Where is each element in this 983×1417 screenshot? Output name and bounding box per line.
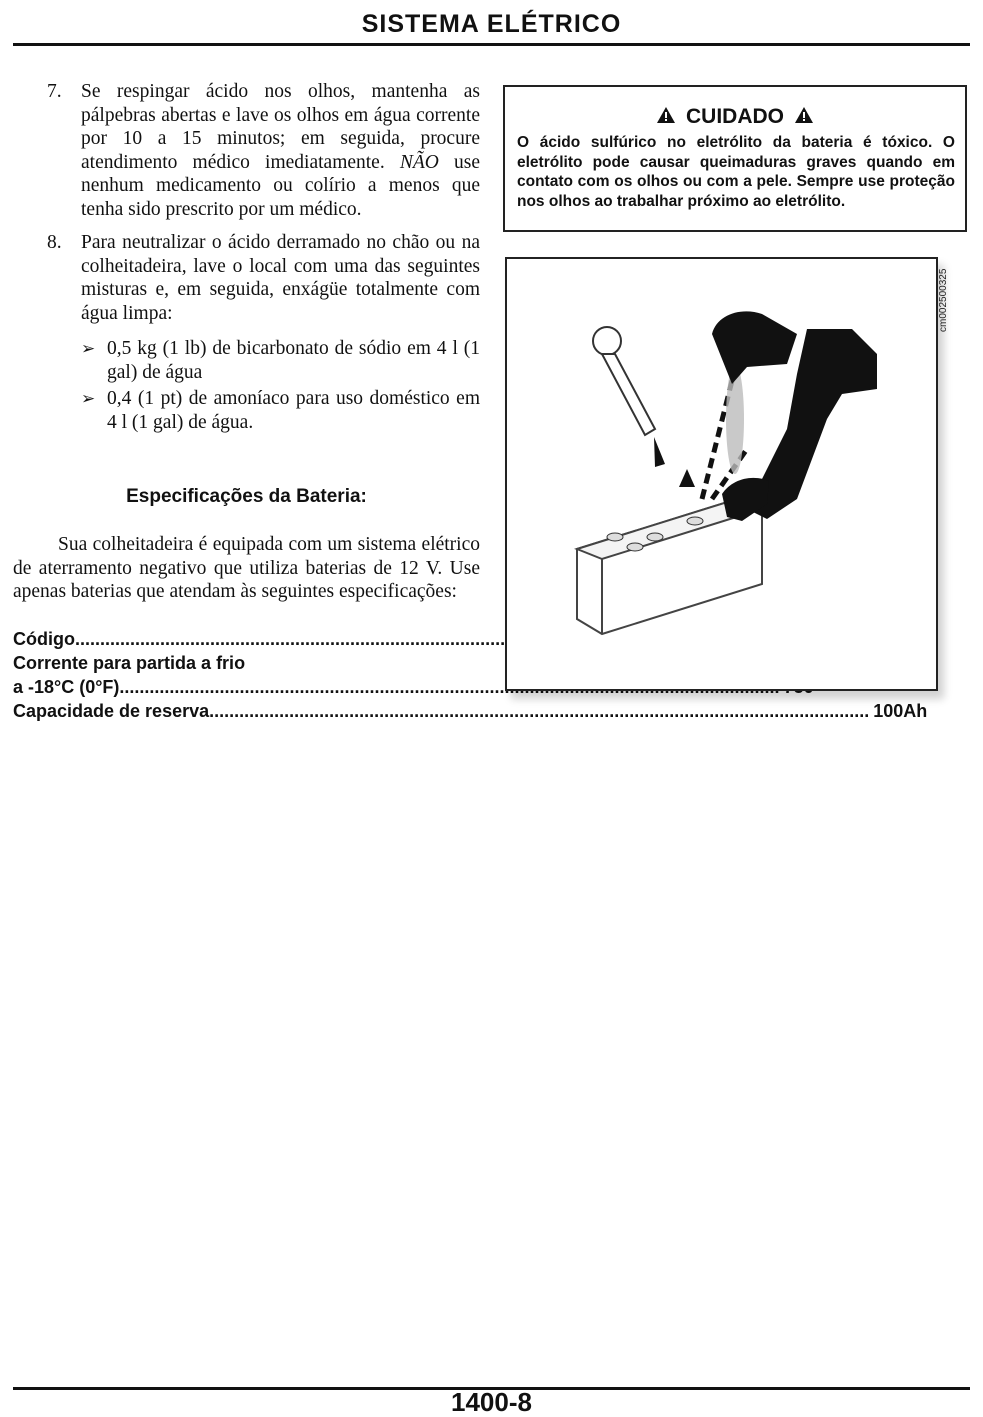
- header-rule: [13, 43, 970, 46]
- bullet-item: [13, 337, 480, 384]
- mixtures-list: [81, 337, 480, 434]
- caution-text: O ácido sulfúrico no eletrólito da bateria é tóxico. O eletrólito pode causar queimaduras graves quando em contato com os olhos ou com a pele. Sempre use proteção nos olhos ao trabalhar próximo ao eletrólito.: [517, 134, 955, 210]
- battery: [577, 499, 762, 634]
- spec-row-reserve: [13, 699, 928, 723]
- caution-title: CUIDADO: [686, 105, 784, 128]
- list-item-8: [13, 231, 480, 434]
- page-title: SISTEMA ELÉTRICO: [361, 10, 622, 38]
- item-text-continued: use nenhum medicamento ou colírio a menos que tenha sido prescrito por um médico.: [81, 151, 480, 220]
- spec-label: Código: [13, 629, 75, 649]
- spec-label: Capacidade de reserva: [13, 701, 210, 721]
- item-text: Para neutralizar o ácido derramado no chão ou na colheitadeira, lave o local com uma das seguintes misturas e, em seguida, enxágüe totalmente com água limpa:: [81, 232, 480, 324]
- item-emphasis: NÃO: [399, 151, 439, 173]
- warning-triangle-icon: [784, 107, 819, 127]
- spec-row-code: [13, 627, 453, 651]
- figure-id: cm002500325: [938, 268, 949, 332]
- spec-table: [13, 627, 928, 723]
- item-number: 8.: [47, 232, 62, 253]
- bullet-item: [13, 387, 480, 434]
- spec-label: a -18°C (0°F): [13, 677, 120, 697]
- page-number: 1400-8: [451, 1387, 532, 1417]
- list-item-7: [13, 80, 480, 221]
- caution-title-row: [505, 105, 965, 129]
- bullet-text: 0,5 kg (1 lb) de bicarbonato de sódio em 4 l (1 gal) de água: [107, 338, 480, 383]
- battery-acid-illustration: [505, 257, 938, 691]
- spec-intro: Sua colheitadeira é equipada com um sistema elétrico de aterramento negativo que utiliza baterias de 12 V. Use apenas baterias que atendam às seguintes especificações:: [13, 534, 480, 602]
- item-number: 7.: [47, 81, 62, 102]
- hydrometer: [593, 327, 665, 467]
- caution-box: [503, 85, 967, 232]
- spec-row-cca-label: [13, 651, 453, 675]
- bullet-text: 0,4 (1 pt) de amoníaco para uso doméstico em 4 l (1 gal) de água.: [107, 388, 480, 433]
- battery-illustration-drawing: [507, 259, 936, 689]
- warning-triangle-icon: [651, 107, 686, 127]
- arrow-bullet-icon: ➢: [81, 339, 96, 358]
- item-text: Se respingar ácido nos olhos, mantenha as pálpebras abertas e lave os olhos em água corrente por 10 a 15 minutos; em seguida, procure atendimento médico imediatamente.: [81, 81, 480, 173]
- spec-value: 100Ah: [873, 701, 928, 721]
- leader-dots: [209, 699, 869, 723]
- instructions-column: [13, 80, 480, 444]
- spec-row-cca: [13, 675, 453, 699]
- spec-label: Corrente para partida a frio: [13, 653, 246, 673]
- section-heading: Especificações da Bateria:: [126, 486, 367, 507]
- acid-splash: [679, 364, 747, 499]
- arrow-bullet-icon: ➢: [81, 389, 96, 408]
